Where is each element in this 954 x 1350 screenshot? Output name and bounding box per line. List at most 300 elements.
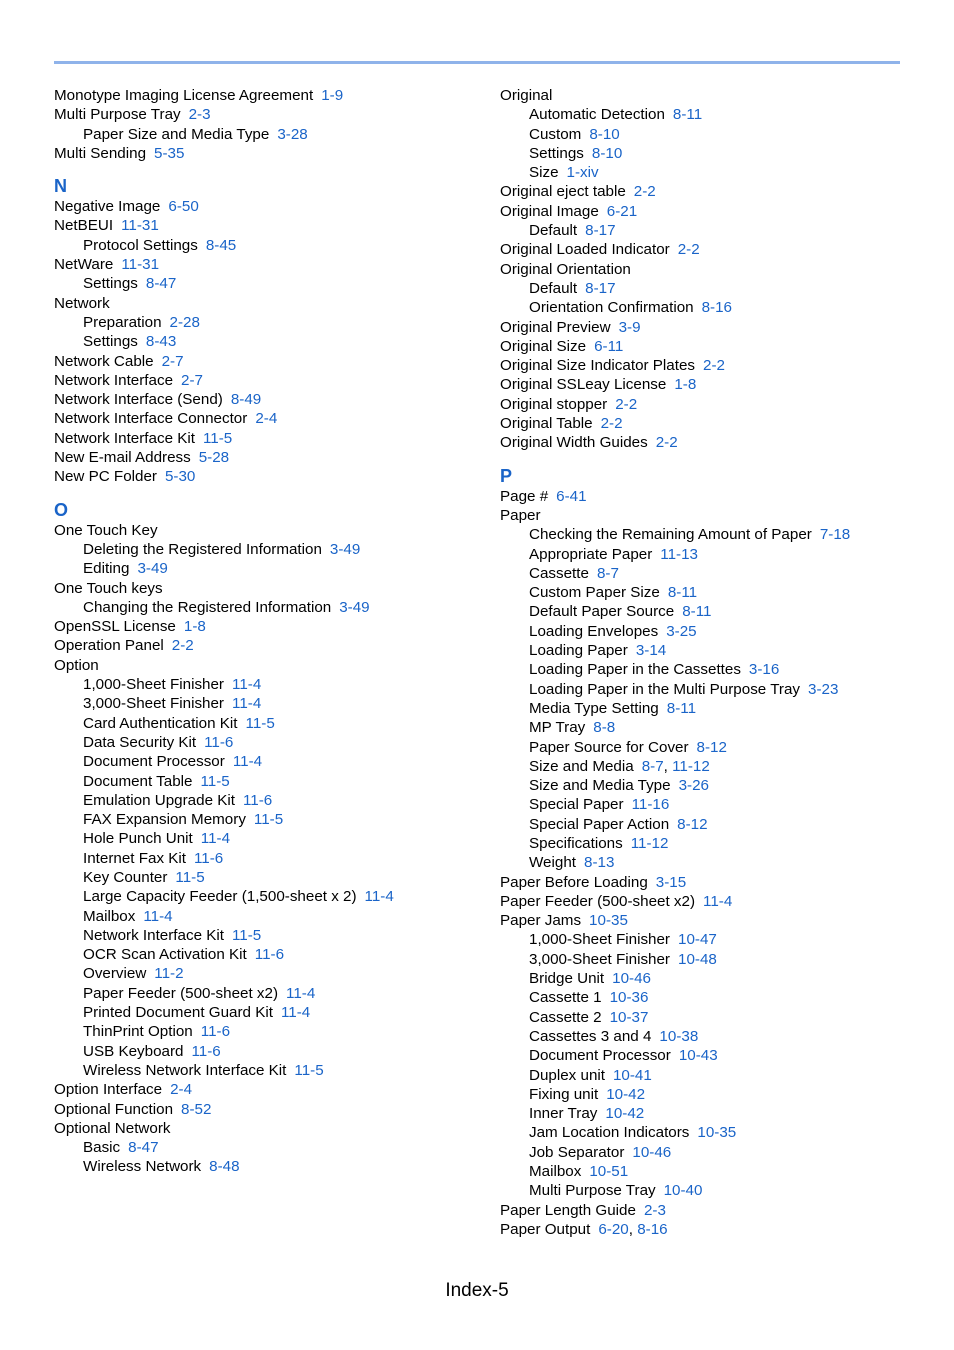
index-term: Cassette <box>529 564 589 582</box>
index-term: Option <box>54 656 99 674</box>
page-refs <box>243 792 272 809</box>
index-term: Multi Sending <box>54 144 147 162</box>
page-ref-link-11-5[interactable]: 11-5 <box>202 429 233 447</box>
page-refs <box>605 1105 644 1122</box>
index-term: Jam Location Indicators <box>529 1124 690 1142</box>
index-subentry <box>54 598 474 617</box>
index-subentry <box>500 969 920 988</box>
index-entry <box>54 294 474 313</box>
index-term: Fixing unit <box>529 1085 599 1103</box>
page-ref-link-11-12[interactable]: 11-12 <box>630 834 669 852</box>
index-entry <box>54 352 474 371</box>
page-ref-link-2-2[interactable]: 2-2 <box>615 395 638 413</box>
index-term: Paper Output <box>500 1220 591 1238</box>
index-subentry <box>500 1008 920 1027</box>
page-ref-link-8-7[interactable]: 8-7 <box>641 757 664 775</box>
page-ref-link-2-2[interactable]: 2-2 <box>633 183 656 201</box>
index-term: Paper Size and Media Type <box>83 125 270 143</box>
index-entry <box>54 656 474 675</box>
index-entry <box>54 255 474 274</box>
page-ref-link-2-4[interactable]: 2-4 <box>255 410 278 428</box>
page-refs <box>181 1101 211 1118</box>
page-refs <box>194 850 223 867</box>
index-subentry <box>54 829 474 848</box>
index-column-right <box>500 86 920 1239</box>
index-entry <box>54 521 474 540</box>
index-entry <box>54 86 474 105</box>
page-ref-link-6-11[interactable]: 6-11 <box>594 337 624 355</box>
page-refs <box>286 985 315 1002</box>
page-refs <box>666 623 696 640</box>
page-ref-link-2-28[interactable]: 2-28 <box>169 313 200 331</box>
page-refs <box>154 965 183 982</box>
index-entry <box>54 144 474 163</box>
index-term: Size and Media Type <box>529 777 671 795</box>
index-term: Original Image <box>500 202 599 220</box>
index-term: Key Counter <box>83 868 168 886</box>
page-refs <box>170 1081 192 1098</box>
index-term: Settings <box>83 275 138 293</box>
page-ref-link-2-2[interactable]: 2-2 <box>655 434 678 452</box>
page-refs <box>677 816 707 833</box>
page-ref-link-8-47[interactable]: 8-47 <box>128 1139 159 1157</box>
index-entry <box>500 892 920 911</box>
page-ref-link-3-14[interactable]: 3-14 <box>635 642 667 660</box>
index-term: Wireless Network Interface Kit <box>83 1061 287 1079</box>
page-ref-link-10-46[interactable]: 10-46 <box>632 1143 672 1161</box>
page-ref-link-3-15[interactable]: 3-15 <box>655 873 687 891</box>
index-term: Inner Tray <box>529 1105 598 1123</box>
index-subentry <box>500 660 920 679</box>
index-entry <box>500 337 920 356</box>
index-entry <box>500 260 920 279</box>
page-refs <box>656 874 686 891</box>
page-ref-link-11-6[interactable]: 11-6 <box>254 946 285 964</box>
page-refs <box>619 319 641 336</box>
index-term: Large Capacity Feeder (1,500-sheet x 2) <box>83 888 357 906</box>
page-ref-link-7-18[interactable]: 7-18 <box>819 526 851 544</box>
page-ref-link-3-23[interactable]: 3-23 <box>808 680 839 698</box>
index-term: Original Size Indicator Plates <box>500 357 695 375</box>
page-ref-link-2-2[interactable]: 2-2 <box>600 415 623 433</box>
index-term: Protocol Settings <box>83 236 198 254</box>
index-term: Special Paper Action <box>529 815 670 833</box>
page-ref-link-10-48[interactable]: 10-48 <box>678 950 717 968</box>
page-ref-link-8-8[interactable]: 8-8 <box>593 719 616 737</box>
index-subentry <box>500 1123 920 1142</box>
page-refs <box>585 280 615 297</box>
page-ref-link-11-5[interactable]: 11-5 <box>200 772 230 790</box>
page-refs <box>137 560 167 577</box>
page-ref-link-8-11[interactable]: 8-11 <box>672 106 703 124</box>
page-ref-link-10-42[interactable]: 10-42 <box>606 1085 646 1103</box>
index-subentry <box>500 525 920 544</box>
index-term: Loading Envelopes <box>529 622 659 640</box>
index-entry <box>500 506 920 525</box>
index-term: Custom Paper Size <box>529 584 660 602</box>
page-ref-link-2-2[interactable]: 2-2 <box>171 637 194 655</box>
index-entry <box>54 429 474 448</box>
index-term: Original stopper <box>500 395 608 413</box>
page-ref-link-5-30[interactable]: 5-30 <box>164 468 196 486</box>
index-subentry <box>500 641 920 660</box>
index-term: Orientation Confirmation <box>529 299 694 317</box>
index-term: Settings <box>83 333 138 351</box>
page-ref-link-2-4[interactable]: 2-4 <box>170 1081 193 1099</box>
index-subentry <box>54 332 474 351</box>
page-refs <box>201 1023 230 1040</box>
page-ref-link-10-36[interactable]: 10-36 <box>609 989 649 1007</box>
index-entry <box>500 911 920 930</box>
page-ref-link-8-17[interactable]: 8-17 <box>585 279 616 297</box>
page-refs <box>597 565 619 582</box>
index-term: Size and Media <box>529 757 634 775</box>
page-ref-link-8-52[interactable]: 8-52 <box>181 1100 212 1118</box>
index-term: Page # <box>500 487 549 505</box>
page-ref-link-8-45[interactable]: 8-45 <box>205 236 237 254</box>
page-ref-link-11-5[interactable]: 11-5 <box>231 926 262 944</box>
page-ref-link-8-11[interactable]: 8-11 <box>682 603 712 621</box>
index-term: Document Processor <box>529 1047 671 1065</box>
index-entry <box>54 636 474 655</box>
page-refs <box>678 951 717 968</box>
page-ref-link-2-2[interactable]: 2-2 <box>677 241 700 259</box>
page-refs <box>255 946 284 963</box>
index-subentry <box>54 733 474 752</box>
index-term: Appropriate Paper <box>529 545 653 563</box>
index-term: Document Table <box>83 772 193 790</box>
page-ref-link-10-38[interactable]: 10-38 <box>659 1027 699 1045</box>
index-subentry <box>54 1022 474 1041</box>
page-refs <box>143 908 172 925</box>
index-subentry <box>500 564 920 583</box>
index-term: USB Keyboard <box>83 1042 184 1060</box>
page-ref-link-10-40[interactable]: 10-40 <box>663 1182 703 1200</box>
page-ref-link-6-20[interactable]: 6-20 <box>598 1220 629 1238</box>
index-entry <box>500 433 920 452</box>
page-ref-link-11-4[interactable]: 11-4 <box>200 830 231 848</box>
page-ref-link-2-2[interactable]: 2-2 <box>703 357 725 375</box>
index-term: Mailbox <box>529 1163 582 1181</box>
page-refs <box>606 1086 645 1103</box>
page-ref-link-1-8[interactable]: 1-8 <box>183 618 206 636</box>
page-ref-link-10-35[interactable]: 10-35 <box>697 1124 737 1142</box>
page-ref-link-3-25[interactable]: 3-25 <box>666 622 697 640</box>
page-refs <box>585 222 615 239</box>
page-ref-link-3-16[interactable]: 3-16 <box>748 661 780 679</box>
page-ref-link-8-12[interactable]: 8-12 <box>696 738 727 756</box>
index-term: Document Processor <box>83 753 225 771</box>
page-ref-link-6-50[interactable]: 6-50 <box>168 198 199 216</box>
index-term: Original <box>500 87 553 104</box>
index-subentry <box>54 1061 474 1080</box>
index-subentry <box>54 964 474 983</box>
page-ref-link-11-4[interactable]: 11-4 <box>286 984 316 1002</box>
page-ref-link-11-31[interactable]: 11-31 <box>121 217 159 235</box>
page-refs <box>678 931 717 948</box>
page-refs <box>598 1221 667 1238</box>
page-ref-link-11-5[interactable]: 11-5 <box>175 868 205 886</box>
page-refs <box>246 715 275 732</box>
index-term: Paper Source for Cover <box>529 738 689 756</box>
page-refs <box>634 183 656 200</box>
page-refs <box>589 1163 628 1180</box>
index-entry <box>500 240 920 259</box>
page-ref-link-11-6[interactable]: 11-6 <box>242 791 273 809</box>
page-ref-link-2-3[interactable]: 2-3 <box>643 1201 666 1219</box>
index-subentry <box>500 545 920 564</box>
page-ref-link-3-49[interactable]: 3-49 <box>329 540 361 558</box>
page-ref-link-5-35[interactable]: 5-35 <box>154 144 185 162</box>
page-ref-link-11-16[interactable]: 11-16 <box>631 796 670 814</box>
page-refs <box>162 353 184 370</box>
page-refs <box>254 811 283 828</box>
page-refs <box>181 372 203 389</box>
index-term: Original Table <box>500 415 593 433</box>
index-term: One Touch Key <box>54 521 158 539</box>
index-letter-heading: N <box>54 176 67 197</box>
index-subentry <box>500 221 920 240</box>
page-ref-link-10-35[interactable]: 10-35 <box>589 912 628 930</box>
index-subentry <box>54 236 474 255</box>
page-refs <box>679 1047 718 1064</box>
index-subentry <box>500 988 920 1007</box>
index-term: Multi Purpose Tray <box>54 106 181 124</box>
page-ref-link-11-4[interactable]: 11-4 <box>143 907 173 925</box>
page-refs <box>203 430 232 447</box>
page-ref-link-8-12[interactable]: 8-12 <box>677 815 708 833</box>
index-term: Optional Network <box>54 1119 171 1137</box>
page-ref-link-11-12[interactable]: 11-12 <box>672 757 710 775</box>
page-refs <box>668 584 697 601</box>
page-refs <box>191 1043 220 1060</box>
page-refs <box>702 299 732 316</box>
index-term: Network Cable <box>54 352 154 370</box>
index-term: 1,000-Sheet Finisher <box>83 676 224 694</box>
index-subentry <box>54 694 474 713</box>
page-ref-link-8-49[interactable]: 8-49 <box>230 391 262 409</box>
page-refs <box>592 145 622 162</box>
index-entry <box>500 182 920 201</box>
index-term: Automatic Detection <box>529 106 665 124</box>
index-entry <box>54 371 474 390</box>
page-ref-link-8-7[interactable]: 8-7 <box>596 564 619 582</box>
page-refs <box>584 854 614 871</box>
index-entry <box>54 216 474 235</box>
page-ref-link-1-xiv[interactable]: 1-xiv <box>566 164 599 182</box>
page-ref-link-10-47[interactable]: 10-47 <box>678 931 717 949</box>
page-ref-link-2-7[interactable]: 2-7 <box>181 371 203 389</box>
page-ref-link-11-5[interactable]: 11-5 <box>253 811 284 829</box>
page-ref-link-8-16[interactable]: 8-16 <box>701 299 733 317</box>
index-term: Paper Jams <box>500 912 582 930</box>
page-refs <box>644 1202 666 1219</box>
page-ref-link-11-31[interactable]: 11-31 <box>121 256 160 274</box>
index-term: New PC Folder <box>54 468 157 486</box>
page-ref-link-10-46[interactable]: 10-46 <box>612 970 651 988</box>
index-entry <box>54 448 474 467</box>
page-ref-link-10-41[interactable]: 10-41 <box>612 1066 652 1084</box>
index-term: Duplex unit <box>529 1066 605 1084</box>
index-term: Loading Paper <box>529 642 628 660</box>
page-refs <box>556 488 586 505</box>
page-refs <box>808 681 838 698</box>
page-ref-link-6-41[interactable]: 6-41 <box>556 487 587 505</box>
index-entry <box>54 617 474 636</box>
page-ref-link-11-6[interactable]: 11-6 <box>193 849 224 867</box>
page-ref-link-1-8[interactable]: 1-8 <box>674 376 697 394</box>
page-refs <box>146 333 176 350</box>
index-term: Paper Length Guide <box>500 1201 636 1219</box>
index-term: Network Interface Kit <box>54 429 195 447</box>
index-term: Network Interface (Send) <box>54 391 223 409</box>
page-refs <box>175 869 204 886</box>
index-term: Original eject table <box>500 183 626 201</box>
page-refs <box>656 434 678 451</box>
index-term: 3,000-Sheet Finisher <box>83 695 224 713</box>
page-ref-link-11-13[interactable]: 11-13 <box>660 545 698 563</box>
page-ref-link-1-9[interactable]: 1-9 <box>321 87 344 104</box>
page-ref-link-11-6[interactable]: 11-6 <box>191 1042 221 1060</box>
page-ref-link-3-49[interactable]: 3-49 <box>137 560 168 578</box>
page-ref-link-11-2[interactable]: 11-2 <box>154 965 184 983</box>
page-refs <box>674 376 696 393</box>
page-refs <box>232 695 261 712</box>
index-subentry <box>500 680 920 699</box>
page-refs <box>697 739 727 756</box>
index-entry <box>500 1201 920 1220</box>
page-ref-link-11-4[interactable]: 11-4 <box>232 695 262 713</box>
index-subentry <box>54 1138 474 1157</box>
page-ref-link-8-16[interactable]: 8-16 <box>637 1220 668 1238</box>
index-subentry <box>500 298 920 317</box>
page-ref-link-11-4[interactable]: 11-4 <box>280 1004 311 1022</box>
page-ref-link-8-10[interactable]: 8-10 <box>591 144 623 162</box>
index-term: Wireless Network <box>83 1158 202 1176</box>
index-entry <box>500 414 920 433</box>
index-entry <box>54 197 474 216</box>
ref-separator: , <box>628 1220 638 1238</box>
page-refs <box>820 526 850 543</box>
page-ref-link-11-4[interactable]: 11-4 <box>364 888 394 906</box>
index-subentry <box>500 622 920 641</box>
page-refs <box>128 1139 158 1156</box>
index-subentry <box>54 313 474 332</box>
page-ref-link-3-9[interactable]: 3-9 <box>618 318 641 336</box>
index-subentry <box>500 1143 920 1162</box>
index-term: Original Orientation <box>500 260 631 278</box>
index-subentry <box>54 849 474 868</box>
page-ref-link-8-13[interactable]: 8-13 <box>584 854 615 872</box>
page-refs <box>607 203 637 220</box>
page-refs <box>200 773 229 790</box>
page-ref-link-8-10[interactable]: 8-10 <box>589 125 620 143</box>
index-term: Preparation <box>83 313 162 331</box>
page-ref-link-11-4[interactable]: 11-4 <box>232 753 263 771</box>
index-term: Paper Before Loading <box>500 873 648 891</box>
page-refs <box>168 198 198 215</box>
page-ref-link-3-49[interactable]: 3-49 <box>339 598 370 616</box>
index-term: ThinPrint Option <box>83 1023 193 1041</box>
index-subentry <box>54 772 474 791</box>
page-ref-link-3-26[interactable]: 3-26 <box>678 777 709 795</box>
page-refs <box>632 796 670 813</box>
index-subentry <box>500 1181 920 1200</box>
page-refs <box>294 1062 323 1079</box>
page-ref-link-11-4[interactable]: 11-4 <box>703 892 733 910</box>
page-refs <box>673 106 702 123</box>
index-term: Card Authentication Kit <box>83 714 238 732</box>
page-ref-link-11-6[interactable]: 11-6 <box>200 1023 231 1041</box>
index-entry <box>54 1100 474 1119</box>
index-subentry <box>500 1104 920 1123</box>
index-letter-heading: O <box>54 499 69 520</box>
index-subentry <box>500 1027 920 1046</box>
page-ref-link-10-43[interactable]: 10-43 <box>678 1047 718 1065</box>
page-ref-link-10-42[interactable]: 10-42 <box>605 1105 645 1123</box>
index-subentry <box>500 718 920 737</box>
page-ref-link-8-11[interactable]: 8-11 <box>667 584 698 602</box>
index-term: Internet Fax Kit <box>83 849 186 867</box>
page-ref-link-8-47[interactable]: 8-47 <box>145 275 177 293</box>
page-ref-link-6-21[interactable]: 6-21 <box>606 202 638 220</box>
index-subentry <box>500 757 920 776</box>
index-subentry <box>500 834 920 853</box>
index-subentry <box>54 274 474 293</box>
page-refs <box>165 468 195 485</box>
index-term: MP Tray <box>529 719 586 737</box>
page-ref-link-2-3[interactable]: 2-3 <box>188 106 211 124</box>
index-entry <box>500 487 920 506</box>
page-ref-link-8-43[interactable]: 8-43 <box>145 333 177 351</box>
page-ref-link-11-6[interactable]: 11-6 <box>204 733 234 751</box>
index-entry <box>500 86 920 105</box>
index-subentry <box>500 1085 920 1104</box>
page-refs <box>255 410 277 427</box>
page-ref-link-5-28[interactable]: 5-28 <box>198 449 230 467</box>
page-ref-link-10-37[interactable]: 10-37 <box>609 1008 649 1026</box>
index-term: 1,000-Sheet Finisher <box>529 931 670 949</box>
page-ref-link-11-4[interactable]: 11-4 <box>232 676 262 694</box>
page-ref-link-8-17[interactable]: 8-17 <box>585 222 616 240</box>
index-subentry <box>54 984 474 1003</box>
index-subentry <box>500 950 920 969</box>
page-ref-link-11-5[interactable]: 11-5 <box>245 714 275 732</box>
index-subentry <box>54 868 474 887</box>
index-subentry <box>500 776 920 795</box>
page-ref-link-3-28[interactable]: 3-28 <box>277 125 308 143</box>
index-term: Checking the Remaining Amount of Paper <box>529 526 812 544</box>
index-term: 3,000-Sheet Finisher <box>529 950 670 968</box>
page-ref-link-8-11[interactable]: 8-11 <box>666 699 697 717</box>
page-refs <box>121 217 159 234</box>
page-ref-link-11-5[interactable]: 11-5 <box>294 1061 324 1079</box>
index-entry <box>54 409 474 428</box>
page-refs <box>365 888 394 905</box>
page-ref-link-2-7[interactable]: 2-7 <box>161 352 184 370</box>
page-ref-link-8-48[interactable]: 8-48 <box>209 1158 240 1176</box>
index-subentry <box>500 738 920 757</box>
page-ref-link-10-51[interactable]: 10-51 <box>589 1163 629 1181</box>
page-refs <box>231 391 261 408</box>
page-refs <box>679 777 709 794</box>
index-subentry <box>54 540 474 559</box>
page-refs <box>209 1158 239 1175</box>
index-subentry <box>500 930 920 949</box>
index-term: One Touch keys <box>54 579 163 597</box>
index-term: Deleting the Registered Information <box>83 540 322 558</box>
index-term: Loading Paper in the Cassettes <box>529 661 741 679</box>
